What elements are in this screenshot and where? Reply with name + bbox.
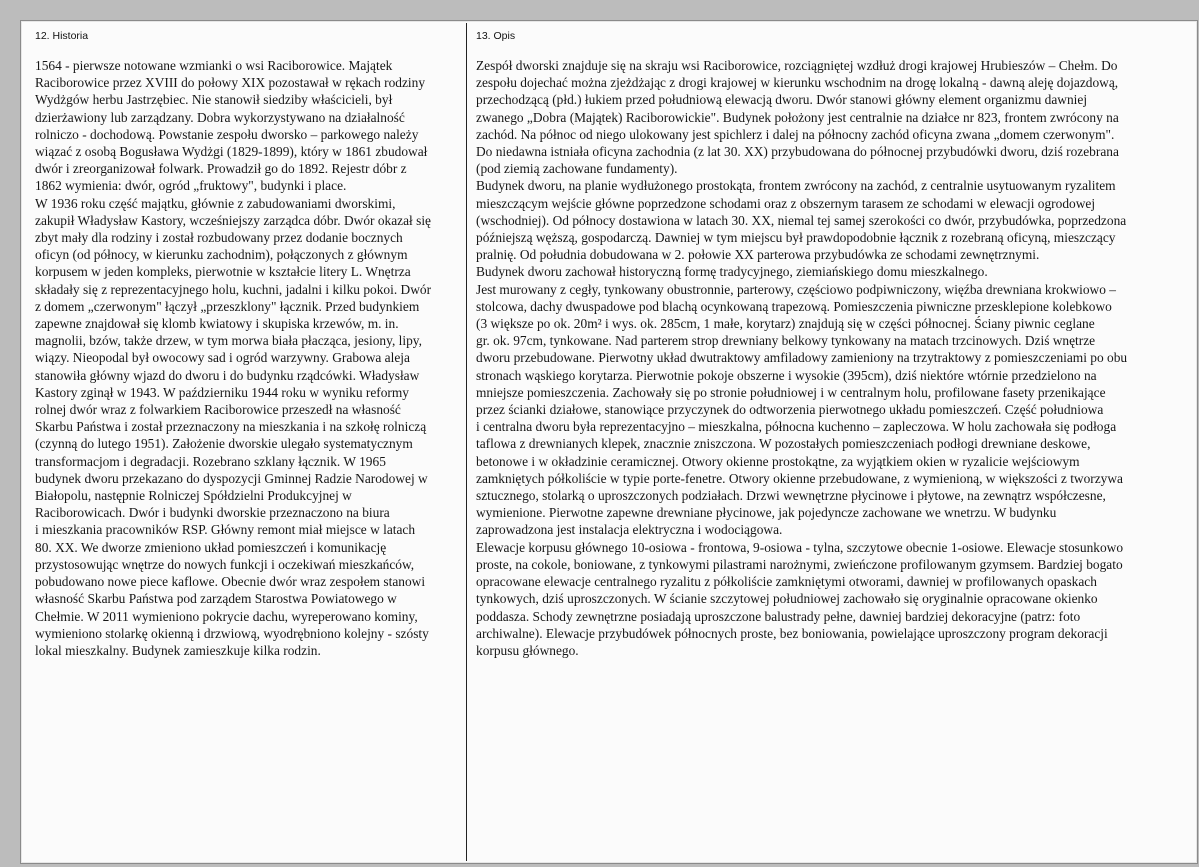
text-line: stanowiła główny wjazd do dworu i do budynku rządcówki. Władysław [35,367,420,383]
text-line: stolcowa, dachy dwuspadowe pod blachą ocynkowaną trapezową. Pomieszczenia piwniczne przesklepione kolebkowo [476,298,1112,314]
text-line: własność Skarbu Państwa pod zarządem Starostwa Powiatowego w [35,591,397,607]
text-line: mieszczącym wejście główne poprzedzone schodami oraz z obszernym tarasem ze schodami w elewacji ogrodowej [476,195,1096,211]
text-line: i mieszkania pracowników RSP. Główny remont miał miejsce w latach [35,522,416,538]
text-line: opracowane elewacje centralnego ryzalitu z półkoliście zamkniętymi otworami, dawniej w profilowanych opaskach [476,574,1097,590]
text-line: 80. XX. We dworze zmieniono układ pomieszczeń i komunikację [35,539,387,555]
text-line: zespołu dojechać można zjeżdżając z drogi krajowej w kierunku wschodnim na drogę lokalną - dawną aleję dojazdową, [476,75,1119,91]
text-line: lokal mieszkalny. Budynek zamieszkuje kilka rodzin. [35,642,321,658]
text-line: 1564 - pierwsze notowane wzmianki o wsi Raciborowice. Majątek [35,58,393,73]
text-line: gr. ok. 97cm, tynkowane. Nad parterem strop drewniany belkowy tynkowany na matach trzcinowych. Dziś wnętrze [476,333,1096,349]
text-line: zakupił Władysław Kastory, wcześniejszy zarządca dóbr. Dwór okazał się [35,212,431,228]
text-line: rolniczo - dochodową. Powstanie zespołu dworsko – parkowego należy [35,126,419,142]
text-line: Raciborowice przez XVIII do połowy XIX pozostawał w rękach rodziny [35,75,426,91]
text-line: Jest murowany z cegły, tynkowany obustronnie, parterowy, częściowo podpiwniczony, więźba drewniana krokwiowo – [476,281,1116,297]
text-line: Białopolu, następnie Rolniczej Spółdzielni Produkcyjnej w [35,488,352,504]
text-line: wymieniono stolarkę okienną i drzwiową, wyodrębniono kolejny - szósty [35,625,429,641]
text-line: zbyt mały dla rodziny i został rozbudowany przez dodanie bocznych [35,230,403,246]
text-line: z domem „czerwonym" łączył „przeszklony" łącznik. Przed budynkiem [35,298,420,314]
text-line: (pod ziemią zachowane fundamenty). [476,161,678,177]
text-line: wiązać z osobą Bogusława Wydżgi (1829-1899), który w 1861 zbudował [35,144,428,160]
text-line: zachód. Na północ od niego ulokowany jest spichlerz i dalej na północny zachód oficyna zwana „domem czerwonym". [476,126,1115,142]
text-line: W 1936 roku część majątku, głównie z zabudowaniami dworskimi, [35,195,396,211]
text-line: betonowe i w okładzinie ceramicznej. Otwory okienne prostokątne, za wyjątkiem okien w ryzalicie wejściowym [476,453,1080,469]
text-line: rolnej dwór wraz z folwarkiem Raciborowice przeszedł na własność [35,402,401,418]
text-line: pralnię. Od południa dobudowana w 2. połowie XX parterowa przybudówka ze schodami zewnętrznymi. [476,247,1040,263]
text-line: (3 większe po ok. 20m² i wys. ok. 285cm, 1 małe, korytarz) znajdują się w części północnej. Ściany piwnic ceglane [476,316,1095,332]
description-heading: 13. Opis [476,30,516,42]
text-line: dzierżawiony lub zarządzany. Dobra wykorzystywano na działalność [35,109,405,125]
text-line: Kastory zginął w 1943. W październiku 1944 roku w wyniku reformy [35,384,409,400]
text-line: Raciborowicach. Dwór i budynki dworskie przeznaczono na biura [35,505,390,521]
text-line: Elewacje korpusu głównego 10-osiowa - frontowa, 9-osiowa - tylna, szczytowe obecnie 1-osiowe. Elewacje stosunkowo [476,539,1124,555]
text-line: sztucznego, stolarką o uproszczonych podziałach. Drzwi wewnętrzne płycinowe i płytowe, na zewnątrz współczesne, [476,488,1106,504]
text-line: wiązy. Nieopodal był owocowy sad i ogród warzywny. Grabowa aleja [35,350,410,366]
text-line: oficyn (od północy, w kierunku zachodnim), połączonych z głównym [35,247,408,263]
text-line: wymienione. Pierwotne zapewne drewniane płycinowe, jak pojedyncze zachowane we wnetrzu. W budynku [476,505,1057,521]
text-line: Budynek dworu zachował historyczną formę tradycyjnego, ziemiańskiego domu mieszkalnego. [476,264,988,280]
text-line: poddasza. Schody zewnętrzne posiadają uproszczone balustrady pełne, dawniej bardziej dekoracyjne (patrz: foto [476,608,1081,624]
text-line: dworu przebudowane. Pierwotny układ dwutraktowy amfiladowy zamieniony na trzytraktowy z pomieszczeniami po obu [476,350,1128,366]
text-line: i centralna dworu była reprezentacyjno – mieszkalna, północna kuchenno – zapleczowa. W holu zachowała się podłoga [476,419,1117,435]
text-line: zwanego „Dobra (Majątek) Raciborowickie". Budynek położony jest centralnie na działce nr 823, frontem zwrócony na [476,109,1119,125]
text-line: (wschodniej). Od północy dostawiona w latach 30. XX, niemal tej samej szerokości co dwór, przybudówka, poprzedzona [476,212,1127,228]
text-line: Chełmie. W 2011 wymieniono pokrycie dachu, wyreperowano kominy, [35,608,418,624]
text-line: korpusem w jeden kompleks, pierwotnie w kształcie litery L. Wnętrza [35,264,411,280]
text-line: mniejsze pomieszczenia. Zachowały się po stronie południowej i w centralnym holu, profilowane fasety przenikające [476,384,1106,400]
text-line: zamkniętych półkoliście w typie porte-fenetre. Otwory okienne przebudowane, z wymienioną, w większości z tworzywa [476,470,1123,486]
description-text [476,57,1192,659]
history-text [35,57,459,659]
text-line: (czynną do lutego 1951). Założenie dworskie ulegało systematycznym [35,436,413,452]
text-line: Wydżgów herbu Jastrzębiec. Nie stanowił siedziby właścicieli, był [35,92,393,108]
text-line: Do niedawna istniała oficyna zachodnia (z lat 30. XX) przybudowana do północnej przybudówki dworu, dziś rozebrana [476,144,1119,160]
text-line: Skarbu Państwa i został przeznaczony na mieszkania i na szkołę rolniczą [35,419,427,435]
text-line: przez ścianki działowe, stanowiące przyczynek do odtworzenia pierwotnego układu pomieszczeń. Część południowa [476,402,1104,418]
text-line: stronach wąskiego korytarza. Pierwotnie pokoje obszerne i wysokie (395cm), dziś niektóre wtórnie przedzielono na [476,367,1097,383]
text-line: archiwalne). Elewacje przybudówek północnych proste, bez boniowania, powielające uproszczony program dekoracji [476,625,1108,641]
text-line: taflowa z drewnianych klepek, znacznie zniszczona. W pozostałych pomieszczeniach podłogi drewniane deskowe, [476,436,1091,452]
text-line: Budynek dworu, na planie wydłużonego prostokąta, frontem zwrócony na zachód, z centralnie usytuowanym ryzalitem [476,178,1116,194]
text-line: pobudowano nowe piece kaflowe. Obecnie dwór wraz zespołem stanowi [35,574,426,590]
text-line: budynek dworu przekazano do dyspozycji Gminnej Radzie Narodowej w [35,470,428,486]
text-line: 1862 wymienia: dwór, ogród „fruktowy", budynki i place. [35,178,347,194]
text-line: dwór i zreorganizował folwark. Prowadził go do 1892. Rejestr dóbr z [35,161,407,177]
text-line: zapewne znajdował się klomb kwiatowy i skupiska krzewów, m. in. [35,316,399,332]
text-line: korpusu głównego. [476,642,579,658]
document-page [20,20,1198,864]
text-line: proste, na cokole, boniowane, z tynkowymi pilastrami narożnymi, zwieńczone profilowanym gzymsem. Bardziej bogato [476,556,1123,572]
history-heading: 12. Historia [35,30,89,42]
text-line: składały się z reprezentacyjnego holu, kuchni, jadalni i kilku pokoi. Dwór [35,281,432,297]
text-line: Zespół dworski znajduje się na skraju wsi Raciborowice, rozciągniętej wzdłuż drogi krajowej Hrubieszów – Chełm. Do [476,58,1118,73]
text-line: późniejszą węższą, gospodarczą. Dawniej w tym miejscu był prawdopodobnie łącznik z rozebraną oficyną, mieszczący [476,230,1116,246]
text-line: zaprowadzona jest instalacja elektryczna i wodociągowa. [476,522,783,538]
column-divider [466,23,467,861]
text-line: transformacjom i degradacji. Rozebrano szklany łącznik. W 1965 [35,453,386,469]
text-line: magnolii, bzów, także drzew, w tym morwa biała płacząca, jesiony, lipy, [35,333,422,349]
text-line: przechodzącą (płd.) łukiem przed południową elewacją dworu. Dwór stanowi główny element organizmu dawniej [476,92,1088,108]
text-line: przystosowując wnętrze do nowych funkcji i oczekiwań mieszkańców, [35,556,415,572]
text-line: tynkowych, dziś uproszczonych. W ścianie szczytowej południowej zachowało się oryginalnie opracowane okienko [476,591,1098,607]
